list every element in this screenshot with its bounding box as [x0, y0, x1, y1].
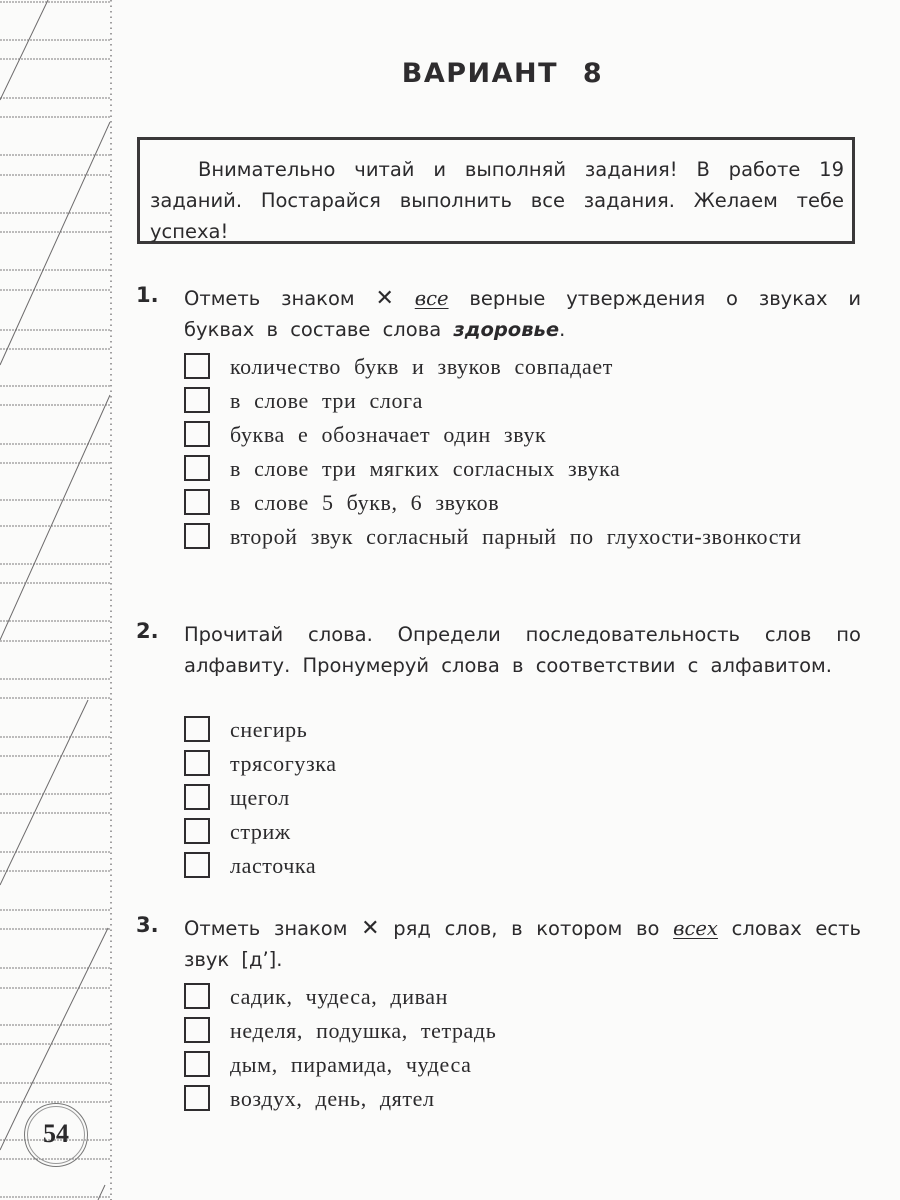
option-label: садик, чудеса, диван: [230, 984, 449, 1009]
checkbox[interactable]: [184, 523, 210, 549]
prompt-text: верные утверждения о звуках и буквах в составе слова: [184, 287, 862, 341]
option-label: воздух, день, дятел: [230, 1086, 435, 1111]
option-label: в слове три мягких согласных звука: [230, 456, 621, 481]
option-label: в слове 5 букв, 6 звуков: [230, 490, 500, 515]
option-label: ласточка: [230, 853, 317, 878]
page-number: 54: [43, 1119, 69, 1148]
checkbox[interactable]: [184, 455, 210, 481]
option-label: снегирь: [230, 717, 308, 742]
checkbox[interactable]: [184, 983, 210, 1009]
checkbox[interactable]: [184, 421, 210, 447]
option-label: в слове три слога: [230, 388, 424, 413]
prompt-text: словах есть звук [д’].: [184, 917, 862, 971]
option-label: буква е обозначает один звук: [230, 422, 547, 447]
emphasized-word: все: [414, 287, 449, 310]
option-label: второй звук согласный парный по глухости-звонкости: [230, 524, 802, 549]
option-label: стриж: [230, 819, 291, 844]
checkbox[interactable]: [184, 1017, 210, 1043]
checkbox[interactable]: [184, 1085, 210, 1111]
instructions-box: [137, 137, 855, 244]
page-number-badge: [24, 1103, 88, 1167]
option-label: неделя, подушка, тетрадь: [230, 1018, 497, 1043]
task-number: 2.: [136, 619, 159, 643]
prompt-text: ряд слов, в котором во: [393, 917, 660, 940]
page-title: ВАРИАНТ 8: [401, 58, 604, 89]
target-word: здоровье: [453, 318, 560, 341]
task-number: 1.: [136, 283, 159, 307]
number-box[interactable]: [184, 852, 210, 878]
prompt-text: Отметь знаком: [184, 287, 355, 310]
cross-mark-icon: ✕: [375, 286, 394, 311]
checkbox[interactable]: [184, 353, 210, 379]
number-box[interactable]: [184, 818, 210, 844]
option-label: количество букв и звуков совпадает: [230, 354, 613, 379]
option-label: трясогузка: [230, 751, 337, 776]
prompt-text: Отметь знаком: [184, 917, 348, 940]
checkbox[interactable]: [184, 1051, 210, 1077]
option-label: дым, пирамида, чудеса: [230, 1052, 472, 1077]
option-label: щегол: [230, 785, 290, 810]
task-prompt: [184, 913, 861, 975]
task-number: 3.: [136, 913, 159, 937]
ruled-lines-graphic: [0, 0, 112, 1200]
handwriting-practice-margin: [0, 0, 112, 1200]
number-box[interactable]: [184, 750, 210, 776]
emphasized-word: всех: [673, 917, 718, 940]
cross-mark-icon: ✕: [361, 916, 380, 941]
prompt-text: .: [559, 318, 566, 341]
checkbox[interactable]: [184, 489, 210, 515]
task-prompt: [184, 283, 861, 345]
number-box[interactable]: [184, 784, 210, 810]
task-prompt: Прочитай слова. Определи последовательность слов по алфавиту. Пронумеруй слова в соответствии с алфавитом.: [184, 623, 861, 677]
instructions-text: Внимательно читай и выполняй задания! В работе 19 заданий. Постарайся выполнить все задания. Желаем тебе успеха!: [150, 158, 844, 243]
checkbox[interactable]: [184, 387, 210, 413]
number-box[interactable]: [184, 716, 210, 742]
